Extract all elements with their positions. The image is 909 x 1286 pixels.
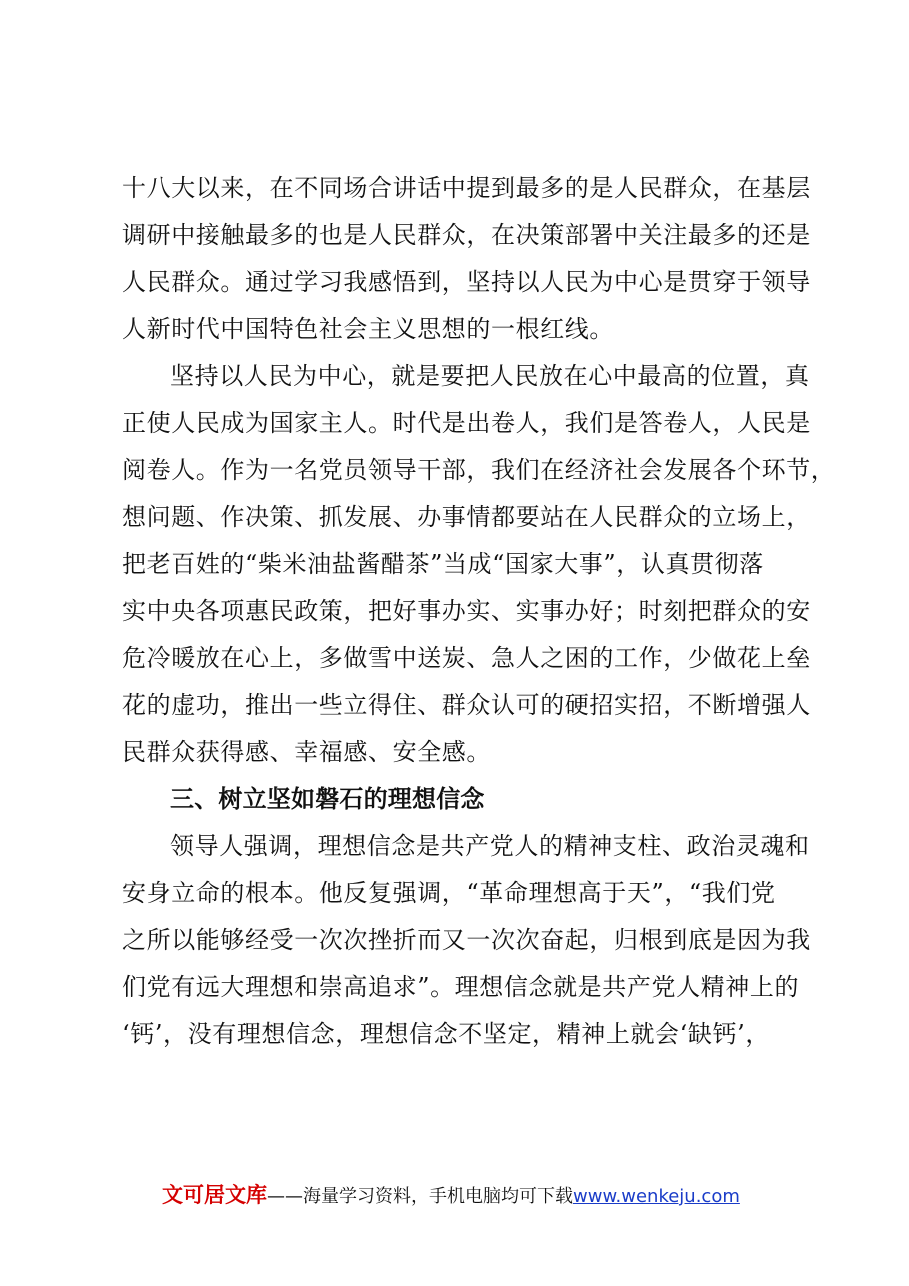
body-line-18: 们党有远大理想和崇高追求”。理想信念就是共产党人精神上的 [122, 973, 800, 1001]
body-line-16: 安身立命的根本。他反复强调，“革命理想高于天”，“我们党 [122, 879, 776, 907]
body-line-7: 阅卷人。作为一名党员领导干部，我们在经济社会发展各个环节， [122, 456, 836, 484]
section-heading: 三、树立坚如磐石的理想信念 [170, 785, 485, 813]
body-line-4: 人新时代中国特色社会主义思想的一根红线。 [122, 315, 614, 343]
footer-banner [162, 1182, 740, 1210]
body-line-1: 十八大以来，在不同场合讲话中提到最多的是人民群众，在基层 [122, 174, 811, 202]
body-line-2: 调研中接触最多的也是人民群众，在决策部署中关注最多的还是 [122, 221, 811, 249]
body-line-17: 之所以能够经受一次次挫折而又一次次奋起，归根到底是因为我 [122, 926, 811, 954]
body-line-19: ‘钙’，没有理想信念，理想信念不坚定，精神上就会‘缺钙’， [122, 1020, 770, 1048]
body-line-15: 领导人强调，理想信念是共产党人的精神支柱、政治灵魂和 [170, 832, 810, 860]
body-line-10: 实中央各项惠民政策，把好事办实、实事办好；时刻把群众的安 [122, 597, 811, 625]
body-line-9: 把老百姓的“柴米油盐酱醋茶”当成“国家大事”，认真贯彻落 [122, 550, 764, 578]
body-line-3: 人民群众。通过学习我感悟到，坚持以人民为中心是贯穿于领导 [122, 268, 811, 296]
footer-brand: 文可居文库 [162, 1183, 267, 1207]
footer-url-link[interactable]: www.wenkeju.com [573, 1186, 740, 1207]
body-line-13: 民群众获得感、幸福感、安全感。 [122, 738, 491, 766]
body-line-8: 想问题、作决策、抓发展、办事情都要站在人民群众的立场上， [122, 503, 811, 531]
body-line-11: 危冷暖放在心上，多做雪中送炭、急人之困的工作，少做花上垒 [122, 644, 811, 672]
body-line-5: 坚持以人民为中心，就是要把人民放在心中最高的位置，真 [170, 362, 810, 390]
footer-tagline: ——海量学习资料，手机电脑均可下载 [267, 1186, 573, 1207]
body-line-12: 花的虚功，推出一些立得住、群众认可的硬招实招，不断增强人 [122, 691, 811, 719]
body-line-6: 正使人民成为国家主人。时代是出卷人，我们是答卷人，人民是 [122, 409, 811, 437]
